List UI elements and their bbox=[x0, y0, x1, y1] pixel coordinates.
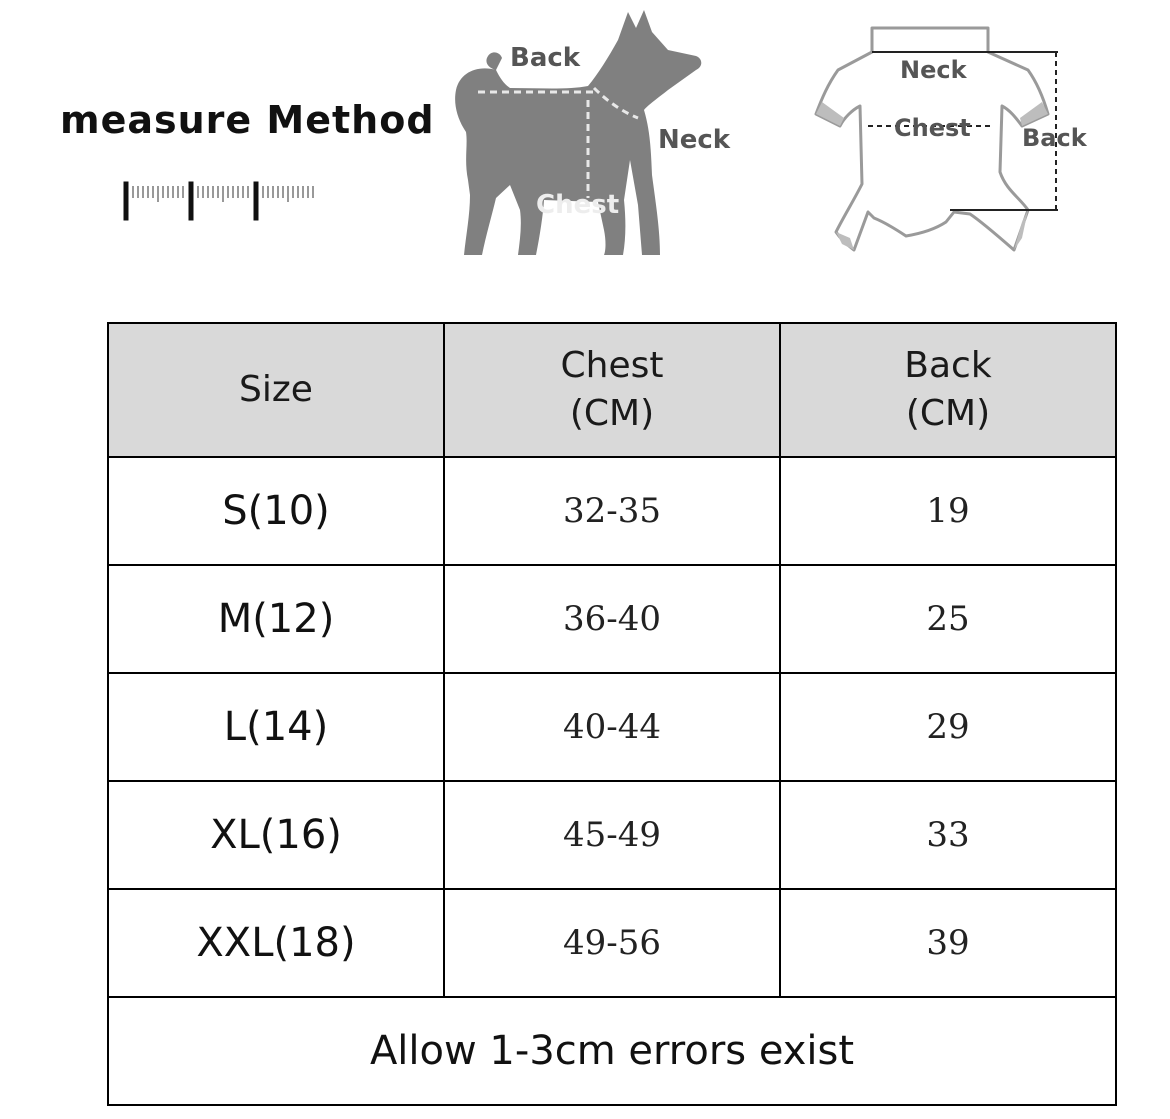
column-header-chest-label: Chest bbox=[560, 345, 664, 386]
chest-cell: 32-35 bbox=[444, 457, 780, 565]
column-header-chest bbox=[444, 323, 780, 457]
error-tolerance-note: Allow 1-3cm errors exist bbox=[108, 997, 1116, 1105]
column-header-back bbox=[780, 323, 1116, 457]
note-row bbox=[108, 997, 1116, 1105]
table-row bbox=[108, 781, 1116, 889]
back-cell: 19 bbox=[780, 457, 1116, 565]
suit-label-neck: Neck bbox=[900, 56, 967, 84]
size-chart-table bbox=[107, 322, 1117, 1106]
dog-label-neck: Neck bbox=[658, 125, 731, 155]
dog-suit-outline-icon bbox=[810, 22, 1100, 262]
back-cell: 25 bbox=[780, 565, 1116, 673]
chest-cell: 36-40 bbox=[444, 565, 780, 673]
table-row bbox=[108, 673, 1116, 781]
size-cell: XXL(18) bbox=[108, 889, 444, 997]
suit-label-back: Back bbox=[1022, 124, 1087, 152]
table-row bbox=[108, 457, 1116, 565]
chest-cell: 40-44 bbox=[444, 673, 780, 781]
ruler-icon bbox=[118, 180, 323, 222]
dog-label-chest: Chest bbox=[536, 190, 620, 220]
column-header-back-label: Back bbox=[904, 345, 992, 386]
chest-cell: 49-56 bbox=[444, 889, 780, 997]
column-header-size-label: Size bbox=[239, 369, 313, 410]
measure-method-title: measure Method bbox=[60, 98, 435, 142]
suit-label-chest: Chest bbox=[894, 114, 971, 142]
back-cell: 29 bbox=[780, 673, 1116, 781]
table-header-row bbox=[108, 323, 1116, 457]
column-header-size bbox=[108, 323, 444, 457]
size-cell: S(10) bbox=[108, 457, 444, 565]
dog-silhouette-icon bbox=[448, 10, 738, 265]
size-cell: L(14) bbox=[108, 673, 444, 781]
table-row bbox=[108, 889, 1116, 997]
column-header-back-unit: (CM) bbox=[905, 393, 991, 434]
size-cell: XL(16) bbox=[108, 781, 444, 889]
chest-cell: 45-49 bbox=[444, 781, 780, 889]
back-cell: 39 bbox=[780, 889, 1116, 997]
size-cell: M(12) bbox=[108, 565, 444, 673]
dog-label-back: Back bbox=[510, 43, 581, 73]
table-row bbox=[108, 565, 1116, 673]
back-cell: 33 bbox=[780, 781, 1116, 889]
column-header-chest-unit: (CM) bbox=[569, 393, 655, 434]
